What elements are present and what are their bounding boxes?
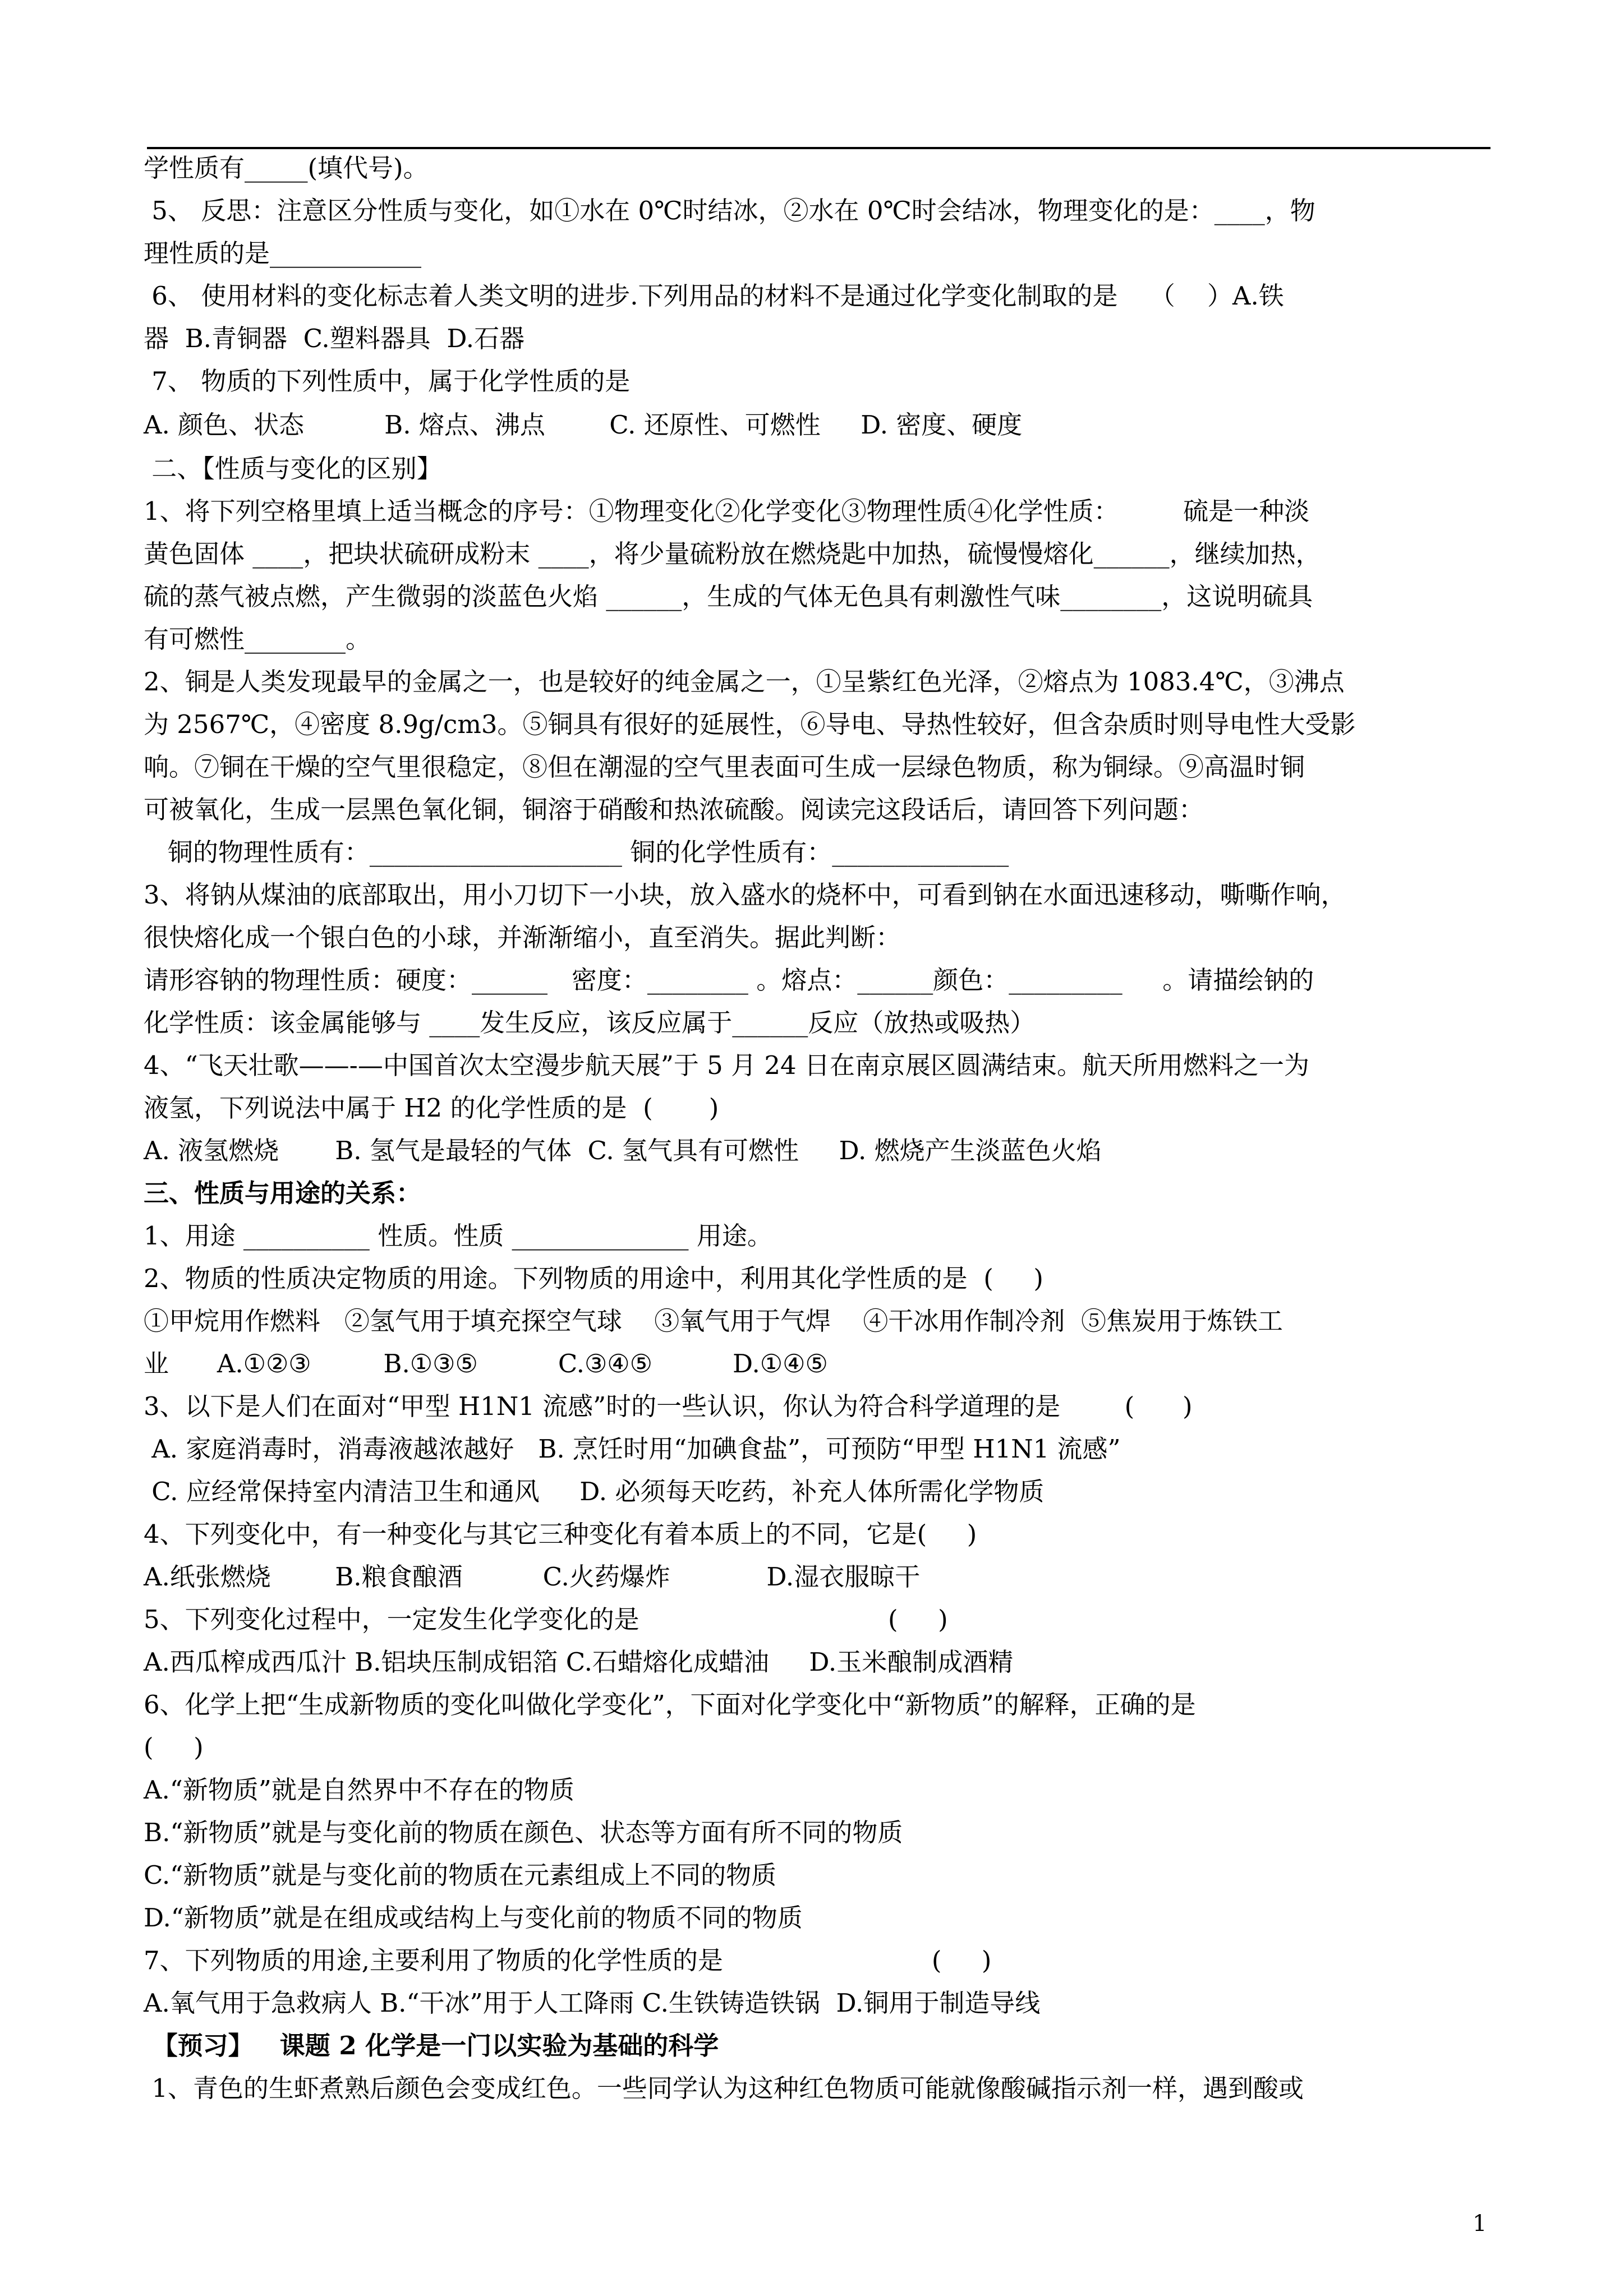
text-line: 7、 物质的下列性质中，属于化学性质的是 xyxy=(144,366,631,396)
text-line: A.氧气用于急救病人 B.“干冰”用于人工降雨 C.生铁铸造铁锅 D.铜用于制造导线 xyxy=(144,1988,1041,2018)
text-line: A.“新物质”就是自然界中不存在的物质 xyxy=(144,1775,574,1805)
text-line: 很快熔化成一个银白色的小球，并渐渐缩小，直至消失。据此判断： xyxy=(144,923,901,952)
text-line: A. 家庭消毒时，消毒液越浓越好 B. 烹饪时用“加碘食盐”，可预防“甲型 H1N1 流感” xyxy=(144,1434,1121,1464)
text-line: 理性质的是____________ xyxy=(144,238,422,268)
text-line: 7、下列物质的用途,主要利用了物质的化学性质的是 ( ) xyxy=(144,1945,992,1975)
text-line: D.“新物质”就是在组成或结构上与变化前的物质不同的物质 xyxy=(144,1903,803,1933)
text-line: 3、以下是人们在面对“甲型 H1N1 流感”时的一些认识，你认为符合科学道理的是 ( ) xyxy=(144,1391,1193,1421)
page-number: 1 xyxy=(1473,2211,1487,2237)
text-line: 器 B.青铜器 C.塑料器具 D.石器 xyxy=(144,324,525,353)
text-line: 可被氧化，生成一层黑色氧化铜，铜溶于硝酸和热浓硫酸。阅读完这段话后，请回答下列问题： xyxy=(144,795,1204,824)
text-line: 业 A.①②③ B.①③⑤ C.③④⑤ D.①④⑤ xyxy=(144,1349,828,1378)
text-line: 1、青色的生虾煮熟后颜色会变成红色。一些同学认为这种红色物质可能就像酸碱指示剂一样，遇到酸或 xyxy=(144,2073,1304,2103)
text-line: 液氢，下列说法中属于 H2 的化学性质的是 ( ) xyxy=(144,1093,719,1123)
text-line: 学性质有_____(填代号)。 xyxy=(144,153,429,183)
section-heading: 三、性质与用途的关系： xyxy=(144,1178,422,1208)
text-line: 5、 反思：注意区分性质与变化，如①水在 0℃时结冰，②水在 0℃时会结冰，物理变化的是：____，物 xyxy=(144,196,1315,225)
section-heading: 【预习】 课题 2 化学是一门以实验为基础的科学 xyxy=(144,2031,719,2060)
text-line: 2、物质的性质决定物质的用途。下列物质的用途中，利用其化学性质的是 ( ) xyxy=(144,1264,1043,1293)
text-line: ①甲烷用作燃料 ②氢气用于填充探空气球 ③氧气用于气焊 ④干冰用作制冷剂 ⑤焦炭用于炼铁工 xyxy=(144,1306,1283,1336)
text-line: ( ) xyxy=(144,1732,204,1762)
text-line: A.西瓜榨成西瓜汁 B.铝块压制成铝箔 C.石蜡熔化成蜡油 D.玉米酿制成酒精 xyxy=(144,1647,1014,1677)
text-line: 请形容钠的物理性质：硬度：______ 密度：________ 。熔点：______颜色：_________ 。请描绘钠的 xyxy=(144,965,1314,995)
text-line: 4、下列变化中，有一种变化与其它三种变化有着本质上的不同，它是( ) xyxy=(144,1519,977,1549)
text-line: A. 液氢燃烧 B. 氢气是最轻的气体 C. 氢气具有可燃性 D. 燃烧产生淡蓝色火焰 xyxy=(144,1136,1102,1165)
text-line: C. 应经常保持室内清洁卫生和通风 D. 必须每天吃药，补充人体所需化学物质 xyxy=(144,1477,1045,1506)
text-line: 硫的蒸气被点燃，产生微弱的淡蓝色火焰 ______，生成的气体无色具有刺激性气味________，这说明硫具 xyxy=(144,582,1313,611)
text-line: 3、将钠从煤油的底部取出，用小刀切下一小块，放入盛水的烧杯中，可看到钠在水面迅速移动，嘶嘶作响， xyxy=(144,880,1346,910)
text-line: 有可燃性________。 xyxy=(144,624,371,654)
text-line: B.“新物质”就是与变化前的物质在颜色、状态等方面有所不同的物质 xyxy=(144,1818,903,1847)
text-line: 化学性质：该金属能够与 ____发生反应，该反应属于______反应（放热或吸热） xyxy=(144,1008,1036,1038)
text-line: 5、下列变化过程中，一定发生化学变化的是 ( ) xyxy=(144,1605,948,1634)
section-heading: 二、【性质与变化的区别】 xyxy=(144,454,442,483)
text-line: 2、铜是人类发现最早的金属之一，也是较好的纯金属之一，①呈紫红色光泽，②熔点为 1083.4℃，③沸点 xyxy=(144,667,1345,697)
header-rule xyxy=(147,147,1490,149)
text-line: 响。⑦铜在干燥的空气里很稳定，⑧但在潮湿的空气里表面可生成一层绿色物质，称为铜绿。⑨高温时铜 xyxy=(144,752,1305,782)
text-line: 黄色固体 ____，把块状硫研成粉末 ____，将少量硫粉放在燃烧匙中加热，硫慢慢熔化______，继续加热， xyxy=(144,539,1321,569)
text-line: 1、将下列空格里填上适当概念的序号：①物理变化②化学变化③物理性质④化学性质： 硫是一种淡 xyxy=(144,496,1310,526)
text-line: A.纸张燃烧 B.粮食酿酒 C.火药爆炸 D.湿衣服晾干 xyxy=(144,1562,921,1592)
text-line: 铜的物理性质有：____________________ 铜的化学性质有：______________ xyxy=(144,837,1009,867)
text-line: A. 颜色、状态 B. 熔点、沸点 C. 还原性、可燃性 D. 密度、硬度 xyxy=(144,410,1023,440)
text-line: 为 2567℃，④密度 8.9g/cm3。⑤铜具有很好的延展性，⑥导电、导热性较好，但含杂质时则导电性大受影 xyxy=(144,709,1356,739)
text-line: C.“新物质”就是与变化前的物质在元素组成上不同的物质 xyxy=(144,1860,777,1890)
text-line: 6、化学上把“生成新物质的变化叫做化学变化”，下面对化学变化中“新物质”的解释，正确的是 xyxy=(144,1690,1196,1719)
text-line: 1、用途 __________ 性质。性质 ______________ 用途。 xyxy=(144,1221,772,1251)
text-line: 6、 使用材料的变化标志着人类文明的进步.下列用品的材料不是通过化学变化制取的是 （ ）A.铁 xyxy=(144,281,1284,311)
text-line: 4、“飞天壮歌——-—中国首次太空漫步航天展”于 5 月 24 日在南京展区圆满结束。航天所用燃料之一为 xyxy=(144,1050,1309,1080)
